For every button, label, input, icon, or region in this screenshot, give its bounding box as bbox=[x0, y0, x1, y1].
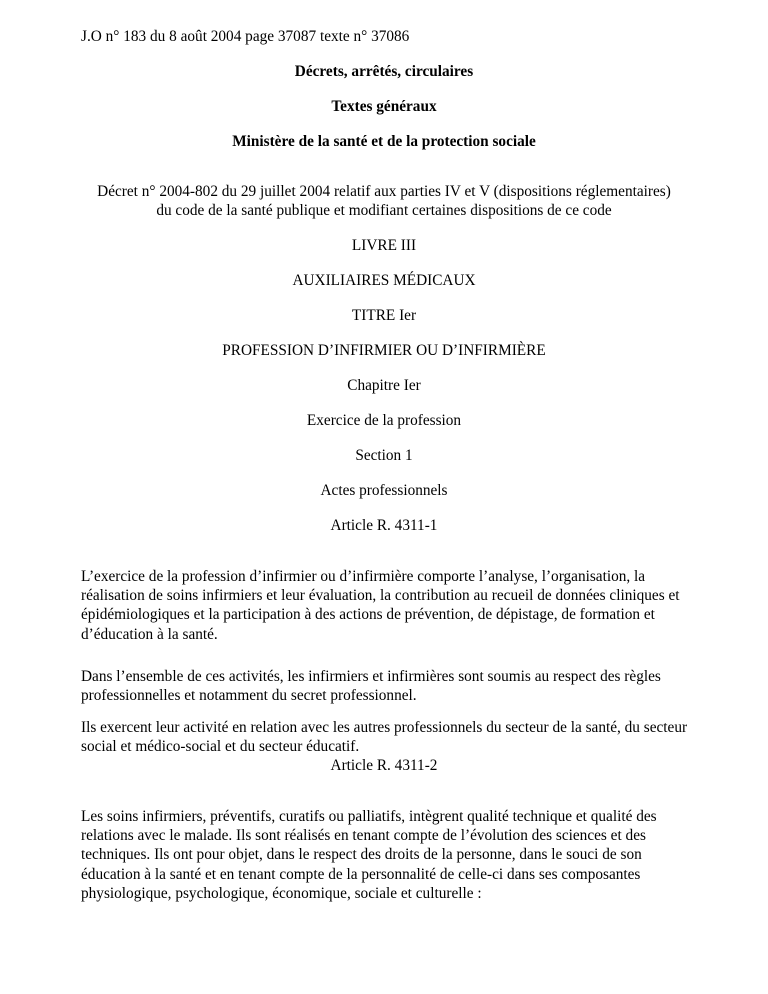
ministry-heading: Ministère de la santé et de la protection sociale bbox=[232, 133, 536, 150]
paragraph-3: Ils exercent leur activité en relation avec les autres professionnels du secteur de la santé, du secteur social et médico-social et du secteur éducatif. bbox=[81, 719, 688, 756]
subcategory-heading: Textes généraux bbox=[331, 98, 437, 115]
chapitre-number: Chapitre Ier bbox=[347, 377, 421, 394]
article-r4311-2-heading: Article R. 4311-2 bbox=[330, 757, 438, 774]
chapitre-title: Exercice de la profession bbox=[306, 412, 462, 429]
paragraph-4: Les soins infirmiers, préventifs, curatifs ou palliatifs, intègrent qualité technique et qualité des relations avec le malade. Ils sont réalisés en tenant compte de l’évolution des sciences et des techniques. Ils ont pour objet, dans le respect des droits de la personne, dans le souci de son éducation à la santé et en tenant compte de la personnalité de celle-ci dans ses composantes physiologique, psychologique, économique, sociale et culturelle : bbox=[81, 808, 657, 902]
journal-reference: J.O n° 183 du 8 août 2004 page 37087 texte n° 37086 bbox=[81, 28, 410, 45]
paragraph-1: L’exercice de la profession d’infirmier ou d’infirmière comporte l’analyse, l’organisation, la réalisation de soins infirmiers et leur évaluation, la contribution au recueil de données cliniques et épidémiologiques et la participation à des actions de prévention, de dépistage, de formation et d’éducation à la santé. bbox=[81, 568, 680, 643]
decree-title-line-1: Décret n° 2004-802 du 29 juillet 2004 relatif aux parties IV et V (dispositions réglementaires) bbox=[97, 183, 671, 200]
titre-number: TITRE Ier bbox=[351, 307, 417, 324]
category-heading: Décrets, arrêtés, circulaires bbox=[294, 63, 474, 80]
livre-title: AUXILIAIRES MÉDICAUX bbox=[292, 272, 476, 289]
decree-title-line-2: du code de la santé publique et modifiant certaines dispositions de ce code bbox=[156, 202, 612, 219]
section-title: Actes professionnels bbox=[320, 482, 448, 499]
article-r4311-1-heading: Article R. 4311-1 bbox=[330, 517, 438, 534]
paragraph-2: Dans l’ensemble de ces activités, les infirmiers et infirmières sont soumis au respect des règles professionnelles et notamment du secret professionnel. bbox=[81, 668, 661, 705]
titre-title: PROFESSION D’INFIRMIER OU D’INFIRMIÈRE bbox=[222, 342, 546, 359]
livre-number: LIVRE III bbox=[351, 237, 417, 254]
section-number: Section 1 bbox=[355, 447, 413, 464]
